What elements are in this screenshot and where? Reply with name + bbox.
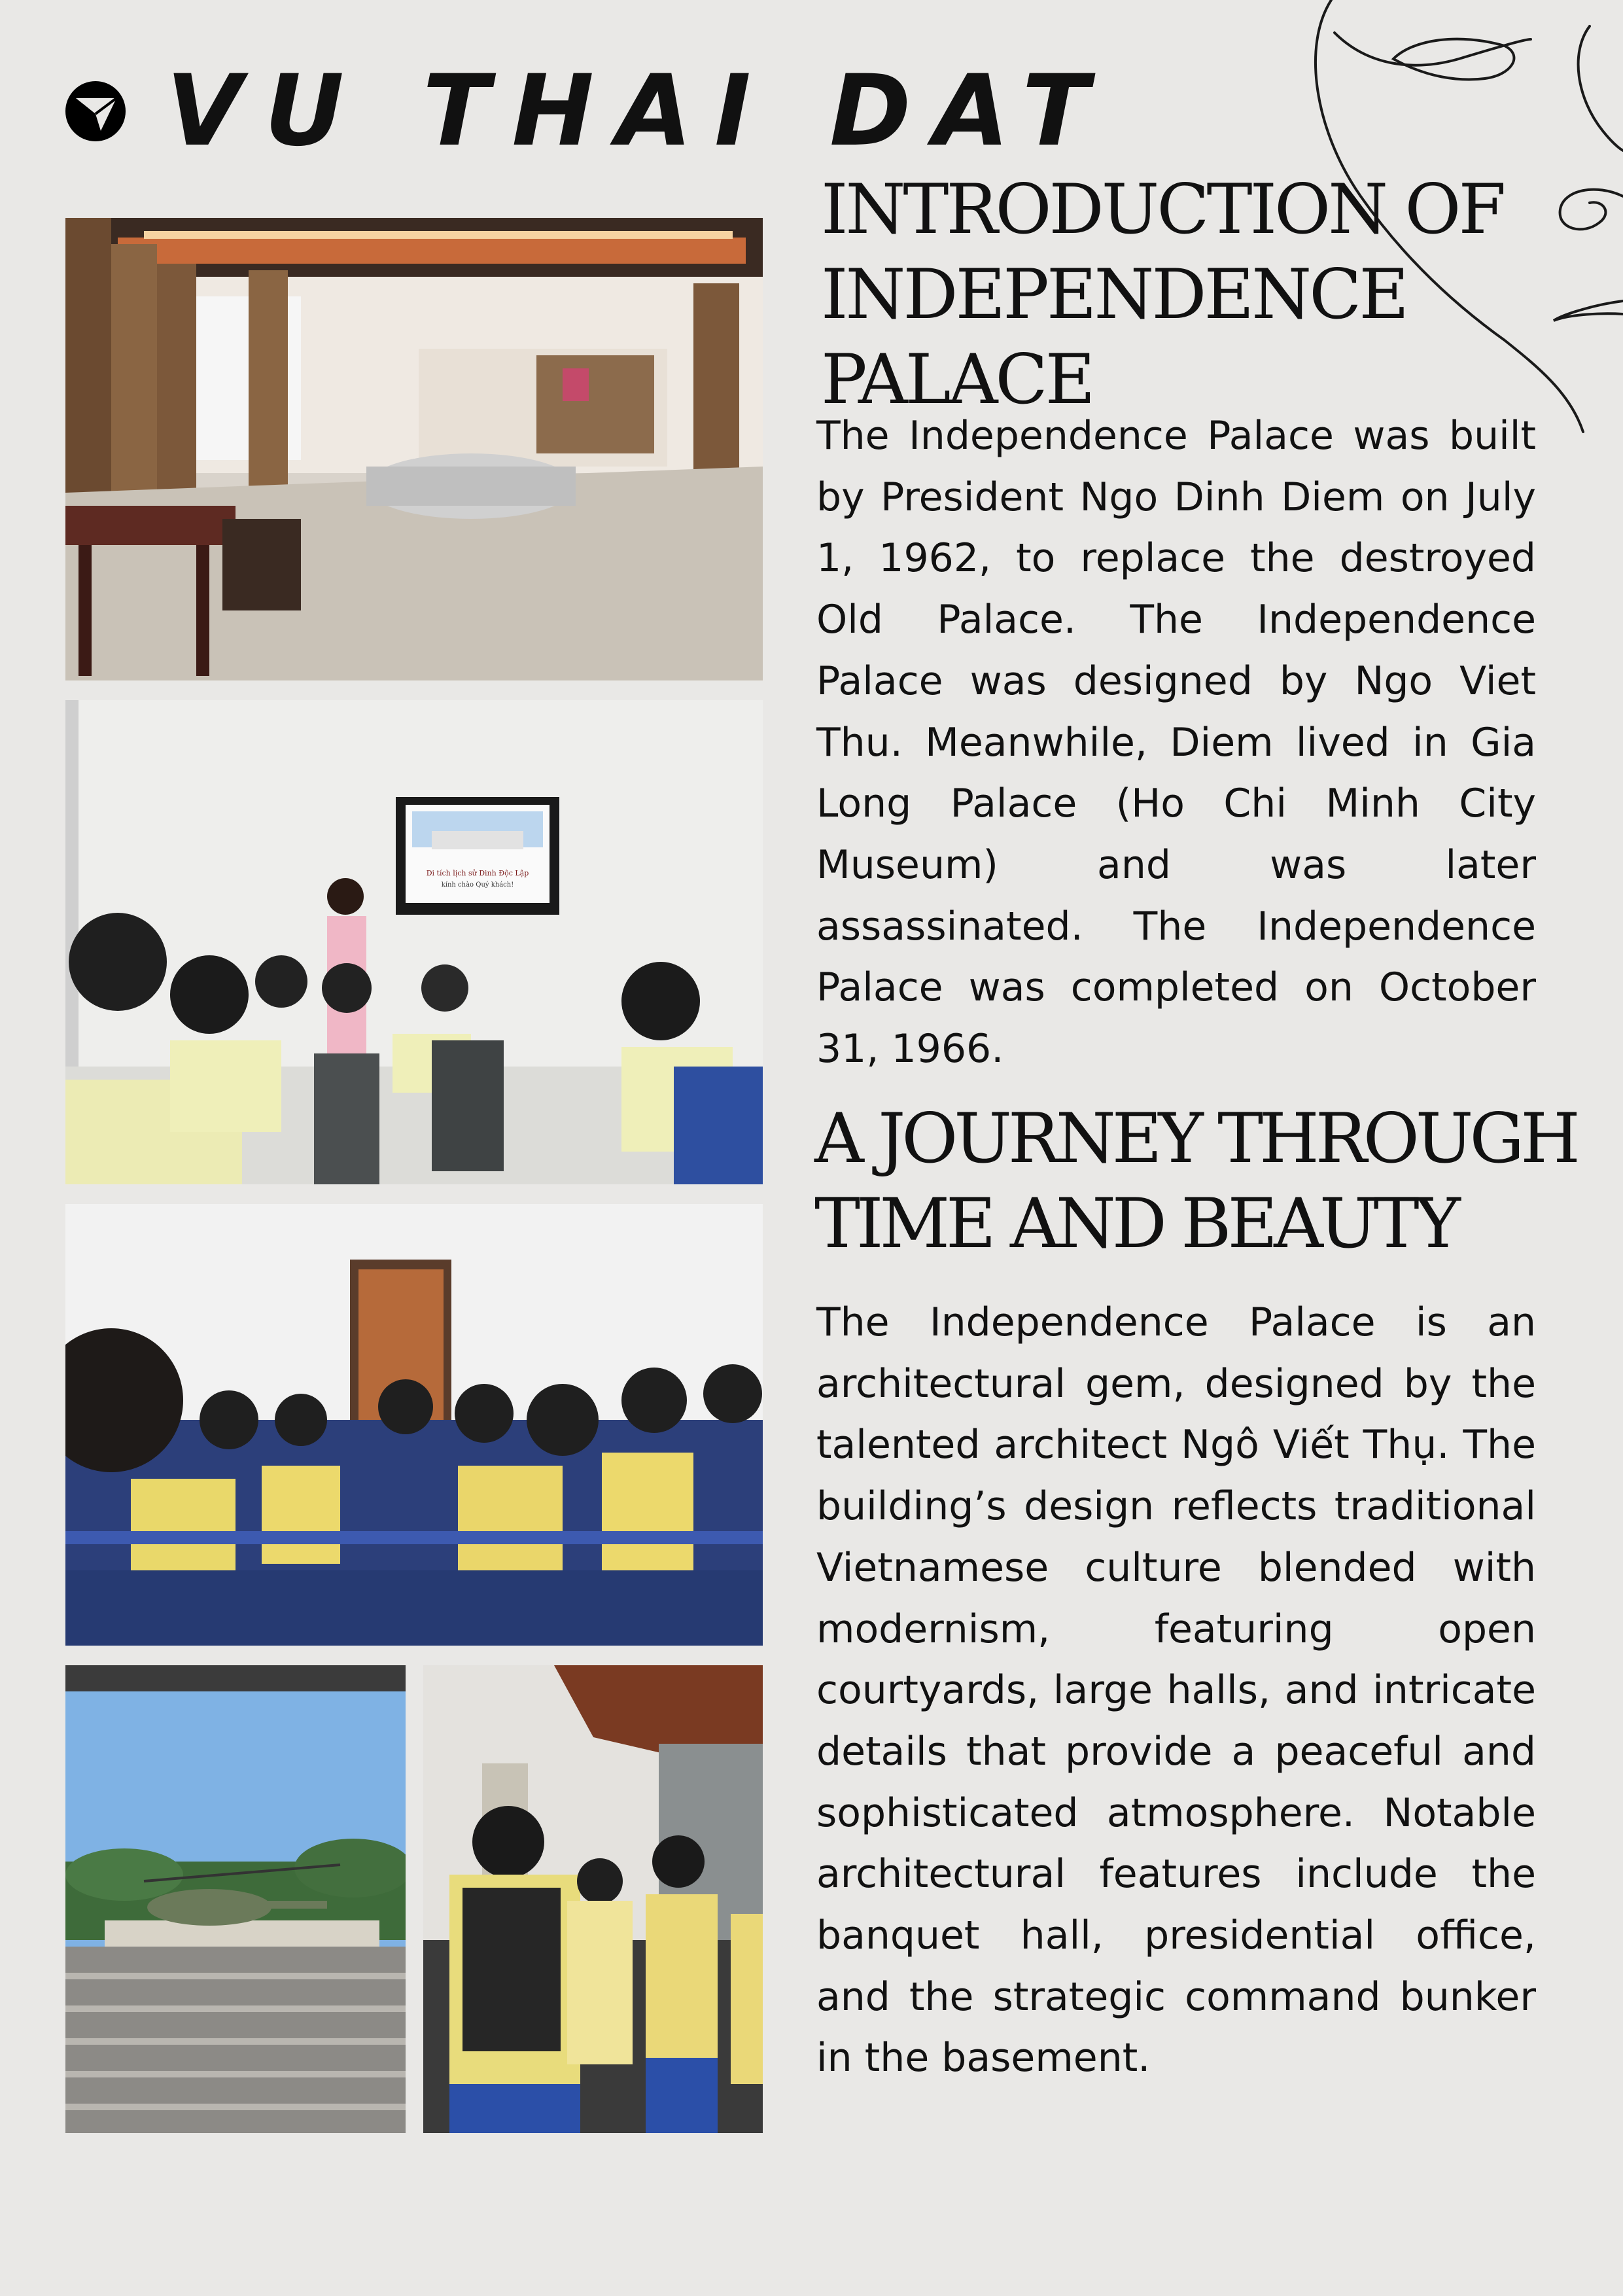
presentation-photo [65,700,763,1184]
students-corridor-photo [423,1665,763,2133]
header [64,54,1111,168]
author-name: VU THAI DAT [166,54,1111,168]
section-2-body: The Independence Palace is an architectural gem, designed by the talented architect Ngô Viết Thụ. The building’s design reflects traditional Vietnamese culture blended with modernism, featuring open courtyards, large halls, and intricate details that provide a peaceful and sophisticated atmosphere. Notable architectural features include the banquet hall, presidential office, and the strategic command bunker in the basement. [816,1299,1536,2081]
section-1-heading [821,167,1503,422]
section-2-heading-line-1: A JOURNEY THROUGH [814,1099,1577,1178]
section-2-heading-line-2: TIME AND BEAUTY [814,1184,1457,1263]
screen-caption-line2: kính chào Quý khách! [441,881,514,889]
section-1-heading-line-2: INDEPENDENCE [821,255,1407,334]
section-2-heading [814,1096,1577,1266]
triangle-arrow-icon [64,80,127,143]
students-seated-photo [65,1204,763,1646]
section-1-heading-line-3: PALACE [821,340,1093,419]
helicopter-photo [65,1665,406,2133]
section-1-body: The Independence Palace was built by President Ngo Dinh Diem on July 1, 1962, to replace the destroyed Old Palace. The Independence Palace was designed by Ngo Viet Thu. Meanwhile, Diem lived in Gia Long Palace (Ho Chi Minh City Museum) and was later assassinated. The Independence Palace was completed on October 31, 1966. [816,413,1536,1072]
section-1-heading-line-1: INTRODUCTION OF [821,169,1504,249]
screen-caption-line1: Di tích lịch sử Dinh Độc Lập [426,869,529,877]
reception-hall-photo [65,218,763,680]
